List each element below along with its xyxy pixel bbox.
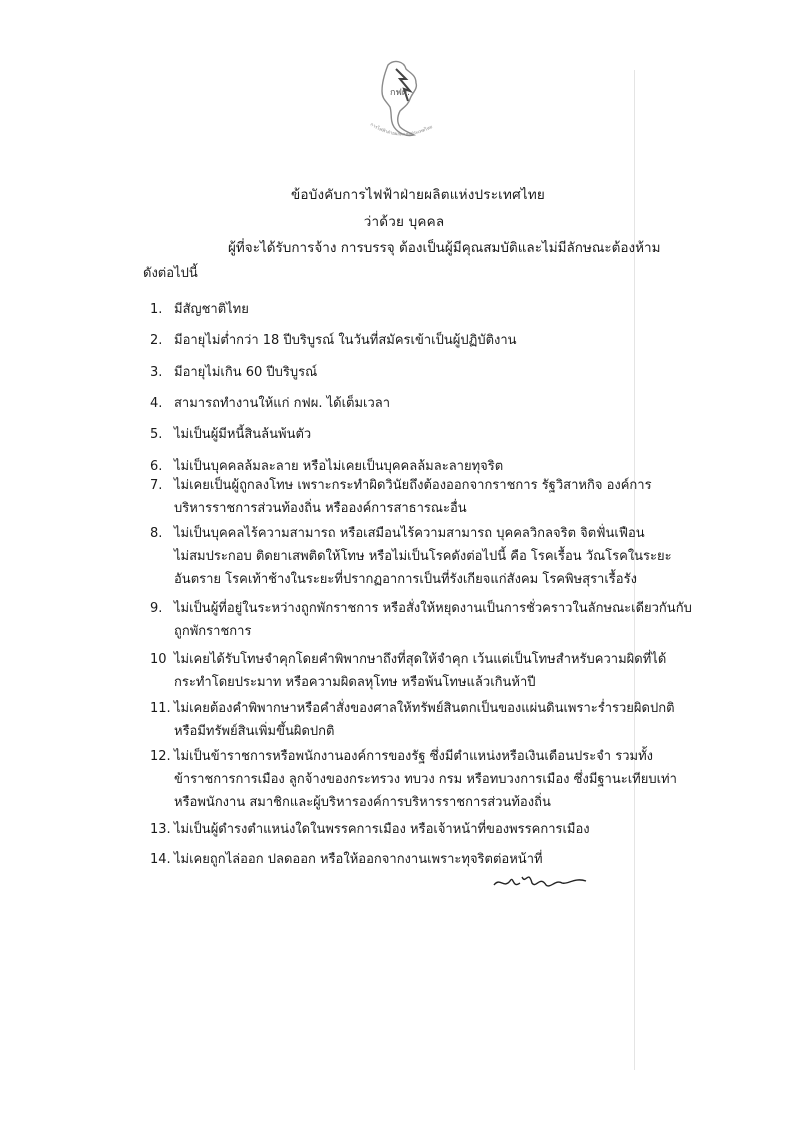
list-item-line: มีอายุไม่เกิน 60 ปีบริบูรณ์ [174, 365, 318, 380]
list-item-line: ไม่เป็นผู้ที่อยู่ในระหว่างถูกพักราชการ หรือสั่งให้หยุดงานเป็นการชั่วคราวในลักษณะเดียวกันกับ [174, 601, 692, 616]
list-item-number: 7. [150, 478, 163, 493]
list-item-number: 14. [150, 852, 171, 867]
thailand-map-icon [360, 55, 440, 140]
list-item-line: กระทำโดยประมาท หรือความผิดลหุโทษ หรือพ้นโทษแล้วเกินห้าปี [174, 675, 536, 690]
list-item-number: 11. [150, 701, 171, 716]
list-item-number: 8. [150, 526, 163, 541]
logo-caption: การไฟฟ้าฝ่ายผลิตแห่งประเทศไทย [368, 122, 434, 138]
list-item-line: ไม่สมประกอบ ติดยาเสพติดให้โทษ หรือไม่เป็นโรคดังต่อไปนี้ คือ โรคเรื้อน วัณโรคในระยะ [174, 549, 672, 564]
list-item-line: ไม่เคยต้องคำพิพากษาหรือคำสั่งของศาลให้ทรัพย์สินตกเป็นของแผ่นดินเพราะร่ำรวยผิดปกติ [174, 701, 675, 716]
list-item-number: 12. [150, 749, 171, 764]
list-item-number: 4. [150, 396, 163, 411]
list-item-line: อันตราย โรคเท้าช้างในระยะที่ปรากฏอาการเป็นที่รังเกียจแก่สังคม โรคพิษสุราเรื้อรัง [174, 572, 637, 587]
list-item-line: ถูกพักราชการ [174, 624, 252, 639]
list-item-line: ไม่เคยเป็นผู้ถูกลงโทษ เพราะกระทำผิดวินัยถึงต้องออกจากราชการ รัฐวิสาหกิจ องค์การ [174, 478, 652, 493]
list-item-line: ไม่เป็นผู้มีหนี้สินล้นพ้นตัว [174, 427, 312, 442]
list-item-line: หรือมีทรัพย์สินเพิ่มขึ้นผิดปกติ [174, 724, 335, 739]
list-item-number: 6. [150, 459, 163, 474]
list-item-number: 3. [150, 365, 163, 380]
list-item-line: ไม่เป็นบุคคลไร้ความสามารถ หรือเสมือนไร้ความสามารถ บุคคลวิกลจริต จิตฟั่นเฟือน [174, 526, 645, 541]
document-subtitle: ว่าด้วย บุคคล [363, 214, 445, 230]
signature-scribble [490, 855, 600, 895]
list-item-number: 13. [150, 822, 171, 837]
signature [490, 855, 600, 895]
intro-line-2: ดังต่อไปนี้ [143, 266, 198, 281]
list-item-line: ไม่เป็นข้าราชการหรือพนักงานองค์การของรัฐ ซึ่งมีตำแหน่งหรือเงินเดือนประจำ รวมทั้ง [174, 749, 654, 764]
list-item-line: ไม่เป็นบุคคลล้มละลาย หรือไม่เคยเป็นบุคคลล้มละลายทุจริต [174, 459, 504, 474]
list-item-number: 5. [150, 427, 163, 442]
list-item-line: ข้าราชการการเมือง ลูกจ้างของกระทรวง ทบวง กรม หรือทบวงการเมือง ซึ่งมีฐานะเทียบเท่า [174, 772, 677, 787]
logo-mark: กฟผ. [390, 88, 410, 98]
list-item-line: หรือพนักงาน สมาชิกและผู้บริหารองค์การบริหารราชการส่วนท้องถิ่น [174, 795, 551, 810]
list-item-line: ไม่เคยถูกไล่ออก ปลดออก หรือให้ออกจากงานเพราะทุจริตต่อหน้าที่ [174, 852, 543, 867]
intro-line-1: ผู้ที่จะได้รับการจ้าง การบรรจุ ต้องเป็นผู้มีคุณสมบัติและไม่มีลักษณะต้องห้าม [228, 240, 661, 256]
list-item-number: 1. [150, 302, 163, 317]
list-item-number: 9. [150, 601, 163, 616]
list-item-line: สามารถทำงานให้แก่ กฟผ. ได้เต็มเวลา [174, 396, 391, 411]
document-title: ข้อบังคับการไฟฟ้าฝ่ายผลิตแห่งประเทศไทย [290, 187, 546, 203]
list-item-line: มีอายุไม่ต่ำกว่า 18 ปีบริบูรณ์ ในวันที่สมัครเข้าเป็นผู้ปฏิบัติงาน [174, 333, 517, 348]
list-item-number: 10 [150, 652, 167, 667]
list-item-number: 2. [150, 333, 163, 348]
list-item-line: ไม่เคยได้รับโทษจำคุกโดยคำพิพากษาถึงที่สุดให้จำคุก เว้นแต่เป็นโทษสำหรับความผิดที่ได้ [174, 652, 667, 667]
list-item-line: มีสัญชาติไทย [174, 302, 249, 317]
list-item-line: บริหารราชการส่วนท้องถิ่น หรือองค์การสาธารณะอื่น [174, 501, 467, 516]
egat-logo [360, 55, 440, 140]
list-item-line: ไม่เป็นผู้ดำรงตำแหน่งใดในพรรคการเมือง หรือเจ้าหน้าที่ของพรรคการเมือง [174, 822, 590, 837]
